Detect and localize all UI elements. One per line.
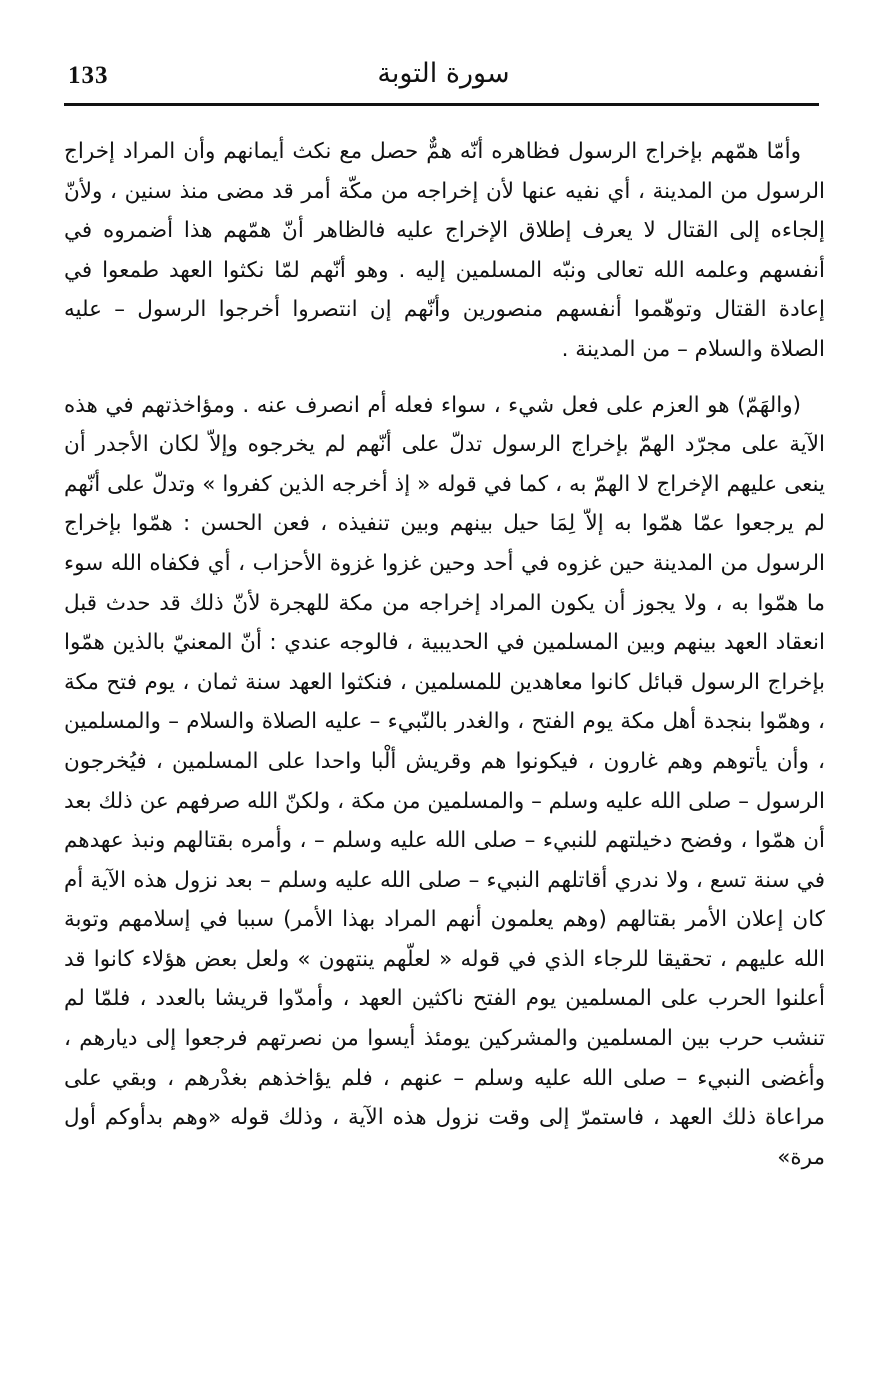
- page-number: 133: [68, 62, 109, 89]
- paragraph-1: وأمّا همّهم بإخراج الرسول فظاهره أنّه همٌّ حصل مع نكث أيمانهم وأن المراد إخراج الرسول من المدينة ، أي نفيه عنها لأن إخراجه من مكّة أمر قد مضى منذ سنين ، ولأنّ إلجاءه إلى القتال لا يعرف إطلاق الإخراج عليه فالظاهر أنّ همّهم هذا أضمروه في أنفسهم وعلمه الله تعالى ونبّه المسلمين إليه . وهو أنّهم لمّا نكثوا العهد طمعوا في إعادة القتال وتوهّموا أنفسهم منصورين وأنّهم إن انتصروا أخرجوا الرسول – عليه الصلاة والسلام – من المدينة .: [64, 139, 825, 362]
- main-text: [64, 132, 825, 1177]
- header-rule: [64, 103, 819, 106]
- running-title: سورة التوبة: [377, 58, 510, 89]
- page-header: [68, 58, 819, 106]
- paragraph-2: (والهَمّ) هو العزم على فعل شيء ، سواء فعله أم انصرف عنه . ومؤاخذتهم في هذه الآية على مجرّد الهمّ بإخراج الرسول تدلّ على أنّهم لم يخرجوه وإلاّ لكان الأجدر أن ينعى عليهم الإخراج لا الهمّ به ، كما في قوله « إذ أخرجه الذين كفروا » وتدلّ على أنّهم لم يرجعوا عمّا همّوا به إلاّ لِمَا حيل بينهم وبين تنفيذه ، فعن الحسن : همّوا بإخراج الرسول من المدينة حين غزوه في أحد وحين غزوا غزوة الأحزاب ، أي فكفاه الله سوء ما همّوا به ، ولا يجوز أن يكون المراد إخراجه من مكة للهجرة لأنّ ذلك قد حدث قبل انعقاد العهد بينهم وبين المسلمين في الحديبية ، فالوجه عندي : أنّ المعنيّ بالذين همّوا بإخراج الرسول قبائل كانوا معاهدين للمسلمين ، فنكثوا العهد سنة ثمان ، يوم فتح مكة ، وهمّوا بنجدة أهل مكة يوم الفتح ، والغدر بالنّبيء – عليه الصلاة والسلام – والمسلمين ، وأن يأتوهم وهم غارون ، فيكونوا هم وقريش ألْبا واحدا على المسلمين ، فيُخرجون الرسول – صلى الله عليه وسلم – والمسلمين من مكة ، ولكنّ الله صرفهم عن ذلك بعد أن همّوا ، وفضح دخيلتهم للنبيء – صلى الله عليه وسلم – ، وأمره بقتالهم ونبذ عهدهم في سنة تسع ، ولا ندري أقاتلهم النبيء – صلى الله عليه وسلم – بعد نزول هذه الآية أم كان إعلان الأمر بقتالهم (وهم يعلمون أنهم المراد بهذا الأمر) سببا في إسلامهم وتوبة الله عليهم ، تحقيقا للرجاء الذي في قوله « لعلّهم ينتهون » ولعل بعض هؤلاء كانوا قد أعلنوا الحرب على المسلمين يوم الفتح ناكثين العهد ، وأمدّوا قريشا بالعدد ، فلمّا لم تنشب حرب بين المسلمين والمشركين يومئذ أيسوا من نصرتهم فرجعوا إلى ديارهم ، وأغضى النبيء – صلى الله عليه وسلم – عنهم ، فلم يؤاخذهم بغدْرهم ، وبقي على مراعاة ذلك العهد ، فاستمرّ إلى وقت نزول هذه الآية ، وذلك قوله «وهم بدأوكم أول مرة»: [64, 392, 825, 1170]
